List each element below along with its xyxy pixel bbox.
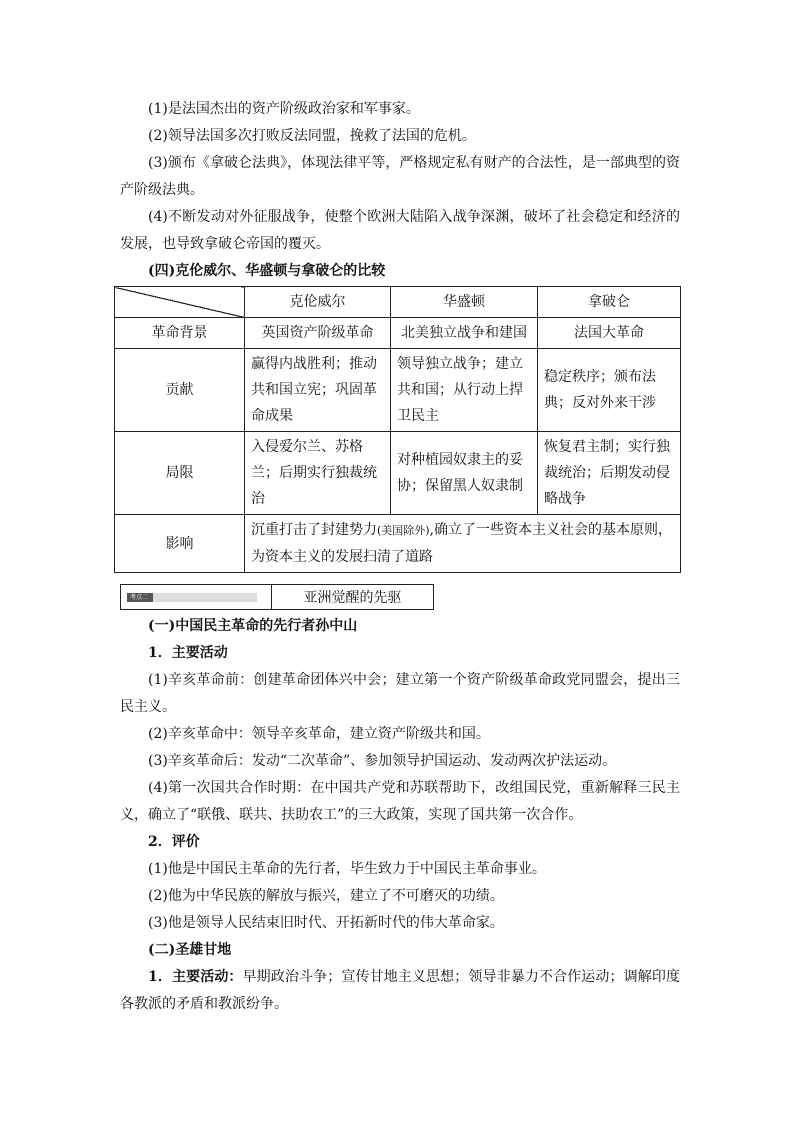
column-header: 克伦威尔 — [245, 287, 391, 318]
topic-banner — [120, 584, 434, 610]
diagonal-header-cell — [115, 287, 245, 318]
paragraph: (2)辛亥革命中：领导辛亥革命，建立资产阶级共和国。 — [148, 726, 490, 742]
lower-section — [0, 560, 794, 1018]
impact-note: (美国除外) — [377, 524, 430, 537]
row-header: 影响 — [115, 515, 245, 573]
item-text: 早期政治斗争；宣传甘地主义思想；领导非暴力不合作运动；调解印度各教派的矛盾和教派纷争。 — [120, 969, 680, 1012]
paragraph: (1)是法国杰出的资产阶级政治家和军事家。 — [148, 101, 420, 117]
paragraph: (2)领导法国多次打败反法同盟，挽救了法国的危机。 — [148, 128, 476, 144]
table-cell: 入侵爱尔兰、苏格兰；后期实行独裁统治 — [245, 432, 391, 515]
table-cell: 英国资产阶级革命 — [245, 318, 391, 349]
paragraph: (1)他是中国民主革命的先行者，毕生致力于中国民主革命事业。 — [148, 861, 546, 877]
impact-text: 沉重打击了封建势力 — [251, 522, 377, 538]
row-header: 革命背景 — [115, 318, 245, 349]
section-heading: (一)中国民主革命的先行者孙中山 — [148, 618, 358, 634]
table-row — [115, 432, 681, 515]
column-header: 拿破仑 — [538, 287, 681, 318]
row-header: 局限 — [115, 432, 245, 515]
paragraph: (1)辛亥革命前：创建革命团体兴中会；建立第一个资产阶级革命政党同盟会，提出三民主义。 — [120, 672, 680, 715]
section-heading: (二)圣雄甘地 — [148, 942, 232, 958]
table-cell: 恢复君主制；实行独裁统治；后期发动侵略战争 — [538, 432, 681, 515]
item-label: 1．主要活动： — [148, 969, 243, 985]
table-cell: 法国大革命 — [538, 318, 681, 349]
column-header: 华盛顿 — [391, 287, 538, 318]
impact-text: ,确立了一些资本主义社会的基本原则，为资本主义的发展扫清了道路 — [251, 522, 673, 565]
table-cell: 稳定秩序；颁布法典；反对外来干涉 — [538, 349, 681, 432]
sub-heading: 2．评价 — [148, 834, 200, 850]
banner-tag: 考点二 — [127, 593, 257, 602]
content — [120, 96, 680, 573]
paragraph: (3)颁布《拿破仑法典》，体现法律平等，严格规定私有财产的合法性，是一部典型的资产阶级法典。 — [120, 155, 680, 198]
banner-title: 亚洲觉醒的先驱 — [271, 585, 433, 609]
paragraph: (4)不断发动对外征服战争，使整个欧洲大陆陷入战争深渊，破坏了社会稳定和经济的发展，也导致拿破仑帝国的覆灭。 — [120, 209, 680, 252]
table-cell: 对种植园奴隶主的妥协；保留黑人奴隶制 — [391, 432, 538, 515]
row-header: 贡献 — [115, 349, 245, 432]
table-cell: 北美独立战争和建国 — [391, 318, 538, 349]
banner-tag-area — [121, 585, 271, 609]
table-row — [115, 349, 681, 432]
paragraph — [120, 964, 680, 1018]
paragraph: (3)辛亥革命后：发动“二次革命”、参加领导护国运动、发动两次护法运动。 — [148, 753, 617, 769]
comparison-table — [114, 286, 681, 573]
paragraph: (2)他为中华民族的解放与振兴，建立了不可磨灭的功绩。 — [148, 888, 504, 904]
table-row — [115, 318, 681, 349]
sub-heading: 1．主要活动 — [148, 645, 228, 661]
paragraph: (3)他是领导人民结束旧时代、开拓新时代的伟大革命家。 — [148, 915, 504, 931]
section-heading: (四)克伦威尔、华盛顿与拿破仑的比较 — [148, 263, 386, 279]
table-cell: 赢得内战胜利；推动共和国立宪；巩固革命成果 — [245, 349, 391, 432]
paragraph: (4)第一次国共合作时期：在中国共产党和苏联帮助下，改组国民党，重新解释三民主义，确立了“联俄、联共、扶助农工”的三大政策，实现了国共第一次合作。 — [120, 780, 680, 823]
table-header-row — [115, 287, 681, 318]
table-cell: 领导独立战争；建立共和国；从行动上捍卫民主 — [391, 349, 538, 432]
lower-content — [120, 613, 680, 1018]
